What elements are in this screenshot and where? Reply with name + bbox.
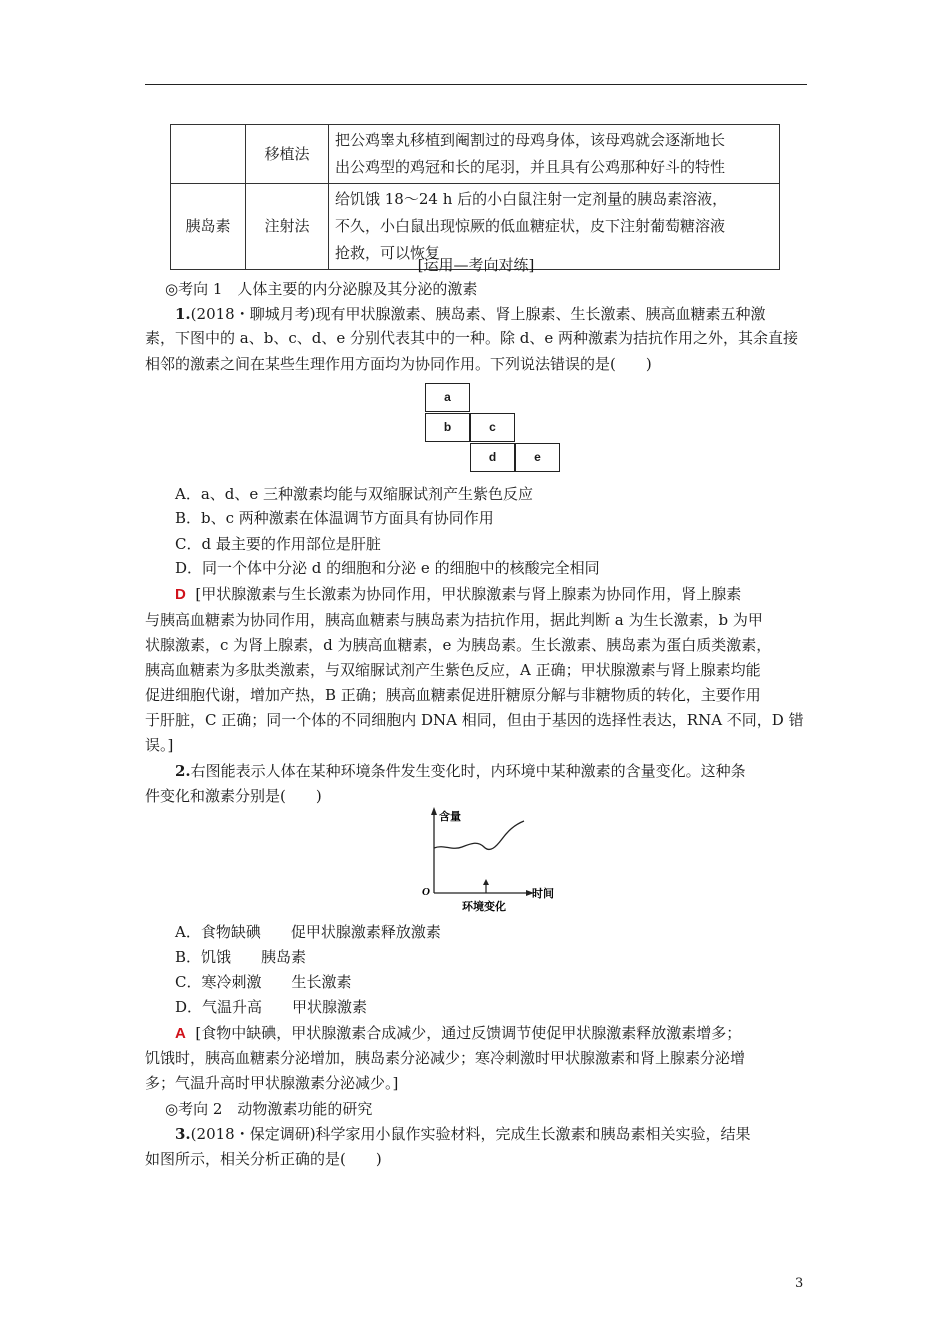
q1-answer: D: [175, 586, 186, 603]
header-rule: [145, 84, 807, 85]
table-cell-method: 移植法: [246, 125, 329, 184]
page-number: 3: [795, 1276, 804, 1291]
table-cell-hormone: [171, 125, 246, 184]
q2-explanation-line: 多；气温升高时甲状腺激素分泌减少。]: [145, 1074, 399, 1092]
q1-option-d: D．同一个体中分泌 d 的细胞和分泌 e 的细胞中的核酸完全相同: [175, 559, 600, 577]
q1-explanation-line: 误。]: [145, 736, 174, 754]
q1-line-3: 相邻的激素之间在某些生理作用方面均为协同作用。下列说法错误的是( ): [145, 355, 652, 373]
grid-cell-e: e: [515, 443, 560, 472]
change-label: 环境变化: [462, 900, 506, 913]
q3-number: 3.: [175, 1125, 191, 1143]
table-cell-method: 注射法: [246, 184, 329, 270]
table-text-line: 不久，小白鼠出现惊厥的低血糖症状，皮下注射葡萄糖溶液: [335, 217, 726, 235]
table-text-line: 把公鸡睾丸移植到阉割过的母鸡身体，该母鸡就会逐渐地长: [335, 131, 726, 149]
q1-explanation-line: 促进细胞代谢，增加产热，B 正确；胰高血糖素促进肝糖原分解与非糖物质的转化，主要作用: [145, 686, 761, 704]
q3-text: (2018・保定调研)科学家用小鼠作实验材料，完成生长激素和胰岛素相关实验，结果: [190, 1125, 751, 1143]
q1-explanation-line: 于肝脏，C 正确；同一个体的不同细胞内 DNA 相同，但由于基因的选择性表达，RNA 不同，D 错: [145, 711, 804, 729]
q2-option-a: A．食物缺碘 促甲状腺激素释放激素: [175, 923, 441, 941]
hormone-level-graph: [420, 803, 570, 915]
q1-explanation-line: 状腺激素，c 为肾上腺素，d 为胰高血糖素，e 为胰岛素。生长激素、胰岛素为蛋白质类激素，: [145, 636, 772, 654]
table-text-line: 抢救，可以恢复: [335, 244, 441, 262]
q3-line-1: [145, 1121, 807, 1147]
q1-line-2: 素，下图中的 a、b、c、d、e 分别代表其中的一种。除 d、e 两种激素为拮抗作用之外，其余直接: [145, 329, 798, 347]
grid-cell-a: a: [425, 383, 470, 412]
q2-explanation-line: 饥饿时，胰高血糖素分泌增加，胰岛素分泌减少；寒冷刺激时甲状腺激素和肾上腺素分泌增: [145, 1049, 746, 1067]
origin-label: O: [422, 886, 430, 898]
change-marker-arrow-icon: [483, 879, 489, 885]
q1-text: (2018・聊城月考)现有甲状腺激素、胰岛素、肾上腺素、生长激素、胰高血糖素五种激: [190, 305, 766, 323]
y-axis-label: 含量: [439, 810, 461, 823]
table-cell-hormone: 胰岛素: [171, 184, 246, 270]
q1-option-c: C．d 最主要的作用部位是肝脏: [175, 535, 381, 553]
q1-explanation-line: D [甲状腺激素与生长激素为协同作用，甲状腺激素与肾上腺素为协同作用，肾上腺素: [175, 585, 742, 603]
table-cell-description: [329, 125, 780, 184]
hormone-curve: [434, 821, 524, 849]
q2-line-2: 件变化和激素分别是( ): [145, 787, 322, 805]
q2-option-c: C．寒冷刺激 生长激素: [175, 973, 352, 991]
q1-option-a: A．a、d、e 三种激素均能与双缩脲试剂产生紫色反应: [175, 485, 534, 503]
kaoxiang-1-heading: ◎考向 1 人体主要的内分泌腺及其分泌的激素: [165, 280, 478, 298]
q1-line-1: [145, 301, 807, 327]
hormone-grid-diagram: [425, 383, 563, 473]
grid-cell-d: d: [470, 443, 515, 472]
grid-cell-c: c: [470, 413, 515, 442]
q1-number: 1.: [175, 305, 191, 323]
q2-answer: A: [175, 1025, 186, 1042]
q3-line-2: 如图所示，相关分析正确的是( ): [145, 1150, 382, 1168]
table-text-line: 给饥饿 18～24 h 后的小白鼠注射一定剂量的胰岛素溶液，: [335, 190, 728, 208]
kaoxiang-2-heading: ◎考向 2 动物激素功能的研究: [165, 1100, 373, 1118]
grid-cell-b: b: [425, 413, 470, 442]
table-row: [171, 125, 780, 184]
method-table: [170, 124, 780, 270]
section-title: [运用—考向对练]: [417, 256, 535, 274]
q2-number: 2.: [175, 762, 191, 780]
x-axis-label: 时间: [532, 887, 554, 900]
y-axis-arrow-icon: [431, 807, 437, 815]
q1-explanation-line: 与胰高血糖素为协同作用，胰高血糖素与胰岛素为拮抗作用，据此判断 a 为生长激素，b 为甲: [145, 611, 763, 629]
table-text-line: 出公鸡型的鸡冠和长的尾羽，并且具有公鸡那种好斗的特性: [335, 158, 726, 176]
q2-explanation-line: A [食物中缺碘，甲状腺激素合成减少，通过反馈调节使促甲状腺激素释放激素增多；: [175, 1024, 742, 1042]
q2-text: 右图能表示人体在某种环境条件发生变化时，内环境中某种激素的含量变化。这种条: [190, 762, 746, 780]
q1-explanation-line: 胰高血糖素为多肽类激素，与双缩脲试剂产生紫色反应，A 正确；甲状腺激素与肾上腺素均能: [145, 661, 761, 679]
q2-line-1: [145, 758, 807, 784]
q1-option-b: B．b、c 两种激素在体温调节方面具有协同作用: [175, 509, 494, 527]
q2-option-b: B．饥饿 胰岛素: [175, 948, 307, 966]
q2-option-d: D．气温升高 甲状腺激素: [175, 998, 368, 1016]
